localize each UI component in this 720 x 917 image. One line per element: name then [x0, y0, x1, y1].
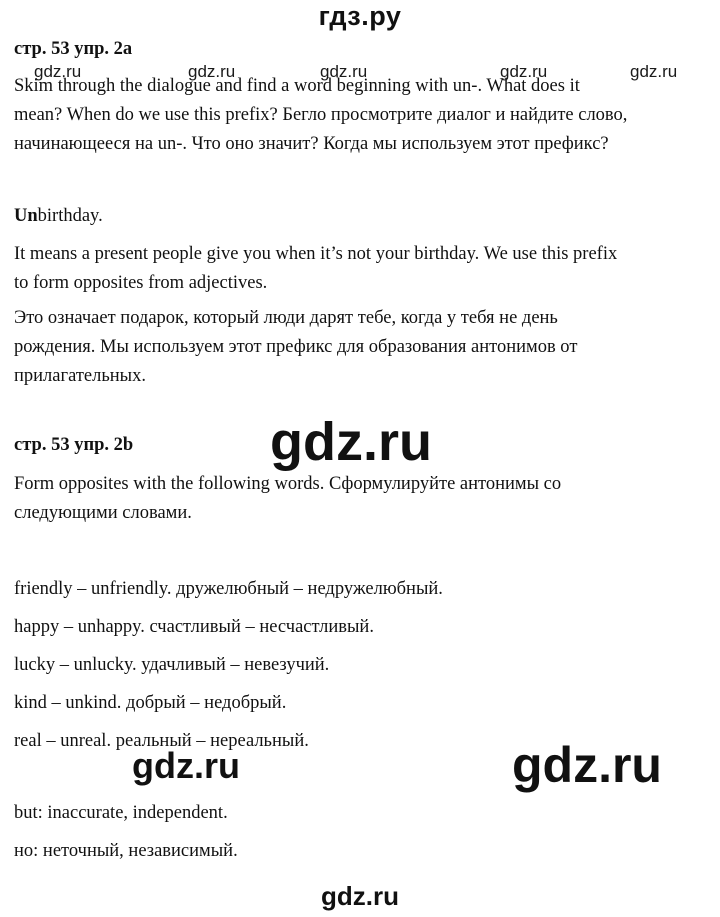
section-b-extra-en: but: inaccurate, independent.: [14, 803, 228, 823]
site-title: гдз.ру: [318, 1, 402, 31]
list-item: kind – unkind. добрый – недобрый.: [14, 693, 287, 713]
explanation-line: прилагательных.: [14, 366, 146, 386]
list-item: lucky – unlucky. удачливый – невезучий.: [14, 655, 330, 675]
watermark: gdz.ru: [500, 62, 548, 81]
section-a-explanation-ru: [14, 304, 714, 391]
watermark: gdz.ru: [34, 62, 82, 81]
watermark-large: gdz.ru: [270, 412, 432, 472]
answer-rest: birthday.: [37, 206, 103, 226]
section-b-task: [14, 470, 714, 528]
antonym-list: [14, 570, 714, 760]
task-line: Form opposites with the following words. Сформулируйте антонимы со: [14, 474, 562, 494]
list-item: friendly – unfriendly. дружелюбный – недружелюбный.: [14, 579, 443, 599]
explanation-line: рождения. Мы используем этот префикс для образования антонимов от: [14, 337, 578, 357]
footer-watermark: gdz.ru: [321, 881, 399, 911]
explanation-line: to form opposites from adjectives.: [14, 273, 268, 293]
answer-prefix: Un: [14, 206, 38, 226]
watermark-medium: gdz.ru: [132, 745, 240, 786]
section-a-answer: [14, 202, 714, 231]
task-line: начинающееся на un-. Что оно значит? Когда мы используем этот префикс?: [14, 134, 609, 154]
watermark: gdz.ru: [630, 62, 678, 81]
watermark: gdz.ru: [188, 62, 236, 81]
section-b-heading: стр. 53 упр. 2b: [14, 435, 134, 455]
section-a-explanation-en: [14, 240, 714, 298]
section-a-heading: стр. 53 упр. 2a: [14, 39, 133, 59]
list-item: happy – unhappy. счастливый – несчастливый.: [14, 617, 374, 637]
task-line: Skim through the dialogue and find a word beginning with un-. What does it: [14, 76, 580, 96]
explanation-line: It means a present people give you when it’s not your birthday. We use this prefix: [14, 244, 618, 264]
task-line: следующими словами.: [14, 503, 192, 523]
section-a-task: [14, 72, 714, 159]
task-line: mean? When do we use this prefix? Бегло просмотрите диалог и найдите слово,: [14, 105, 628, 125]
section-b-extra-ru: но: неточный, независимый.: [14, 841, 238, 861]
explanation-line: Это означает подарок, который люди дарят тебе, когда у тебя не день: [14, 308, 558, 328]
list-item: real – unreal. реальный – нереальный.: [14, 731, 309, 751]
watermark-large: gdz.ru: [512, 737, 662, 793]
watermark: gdz.ru: [320, 62, 368, 81]
